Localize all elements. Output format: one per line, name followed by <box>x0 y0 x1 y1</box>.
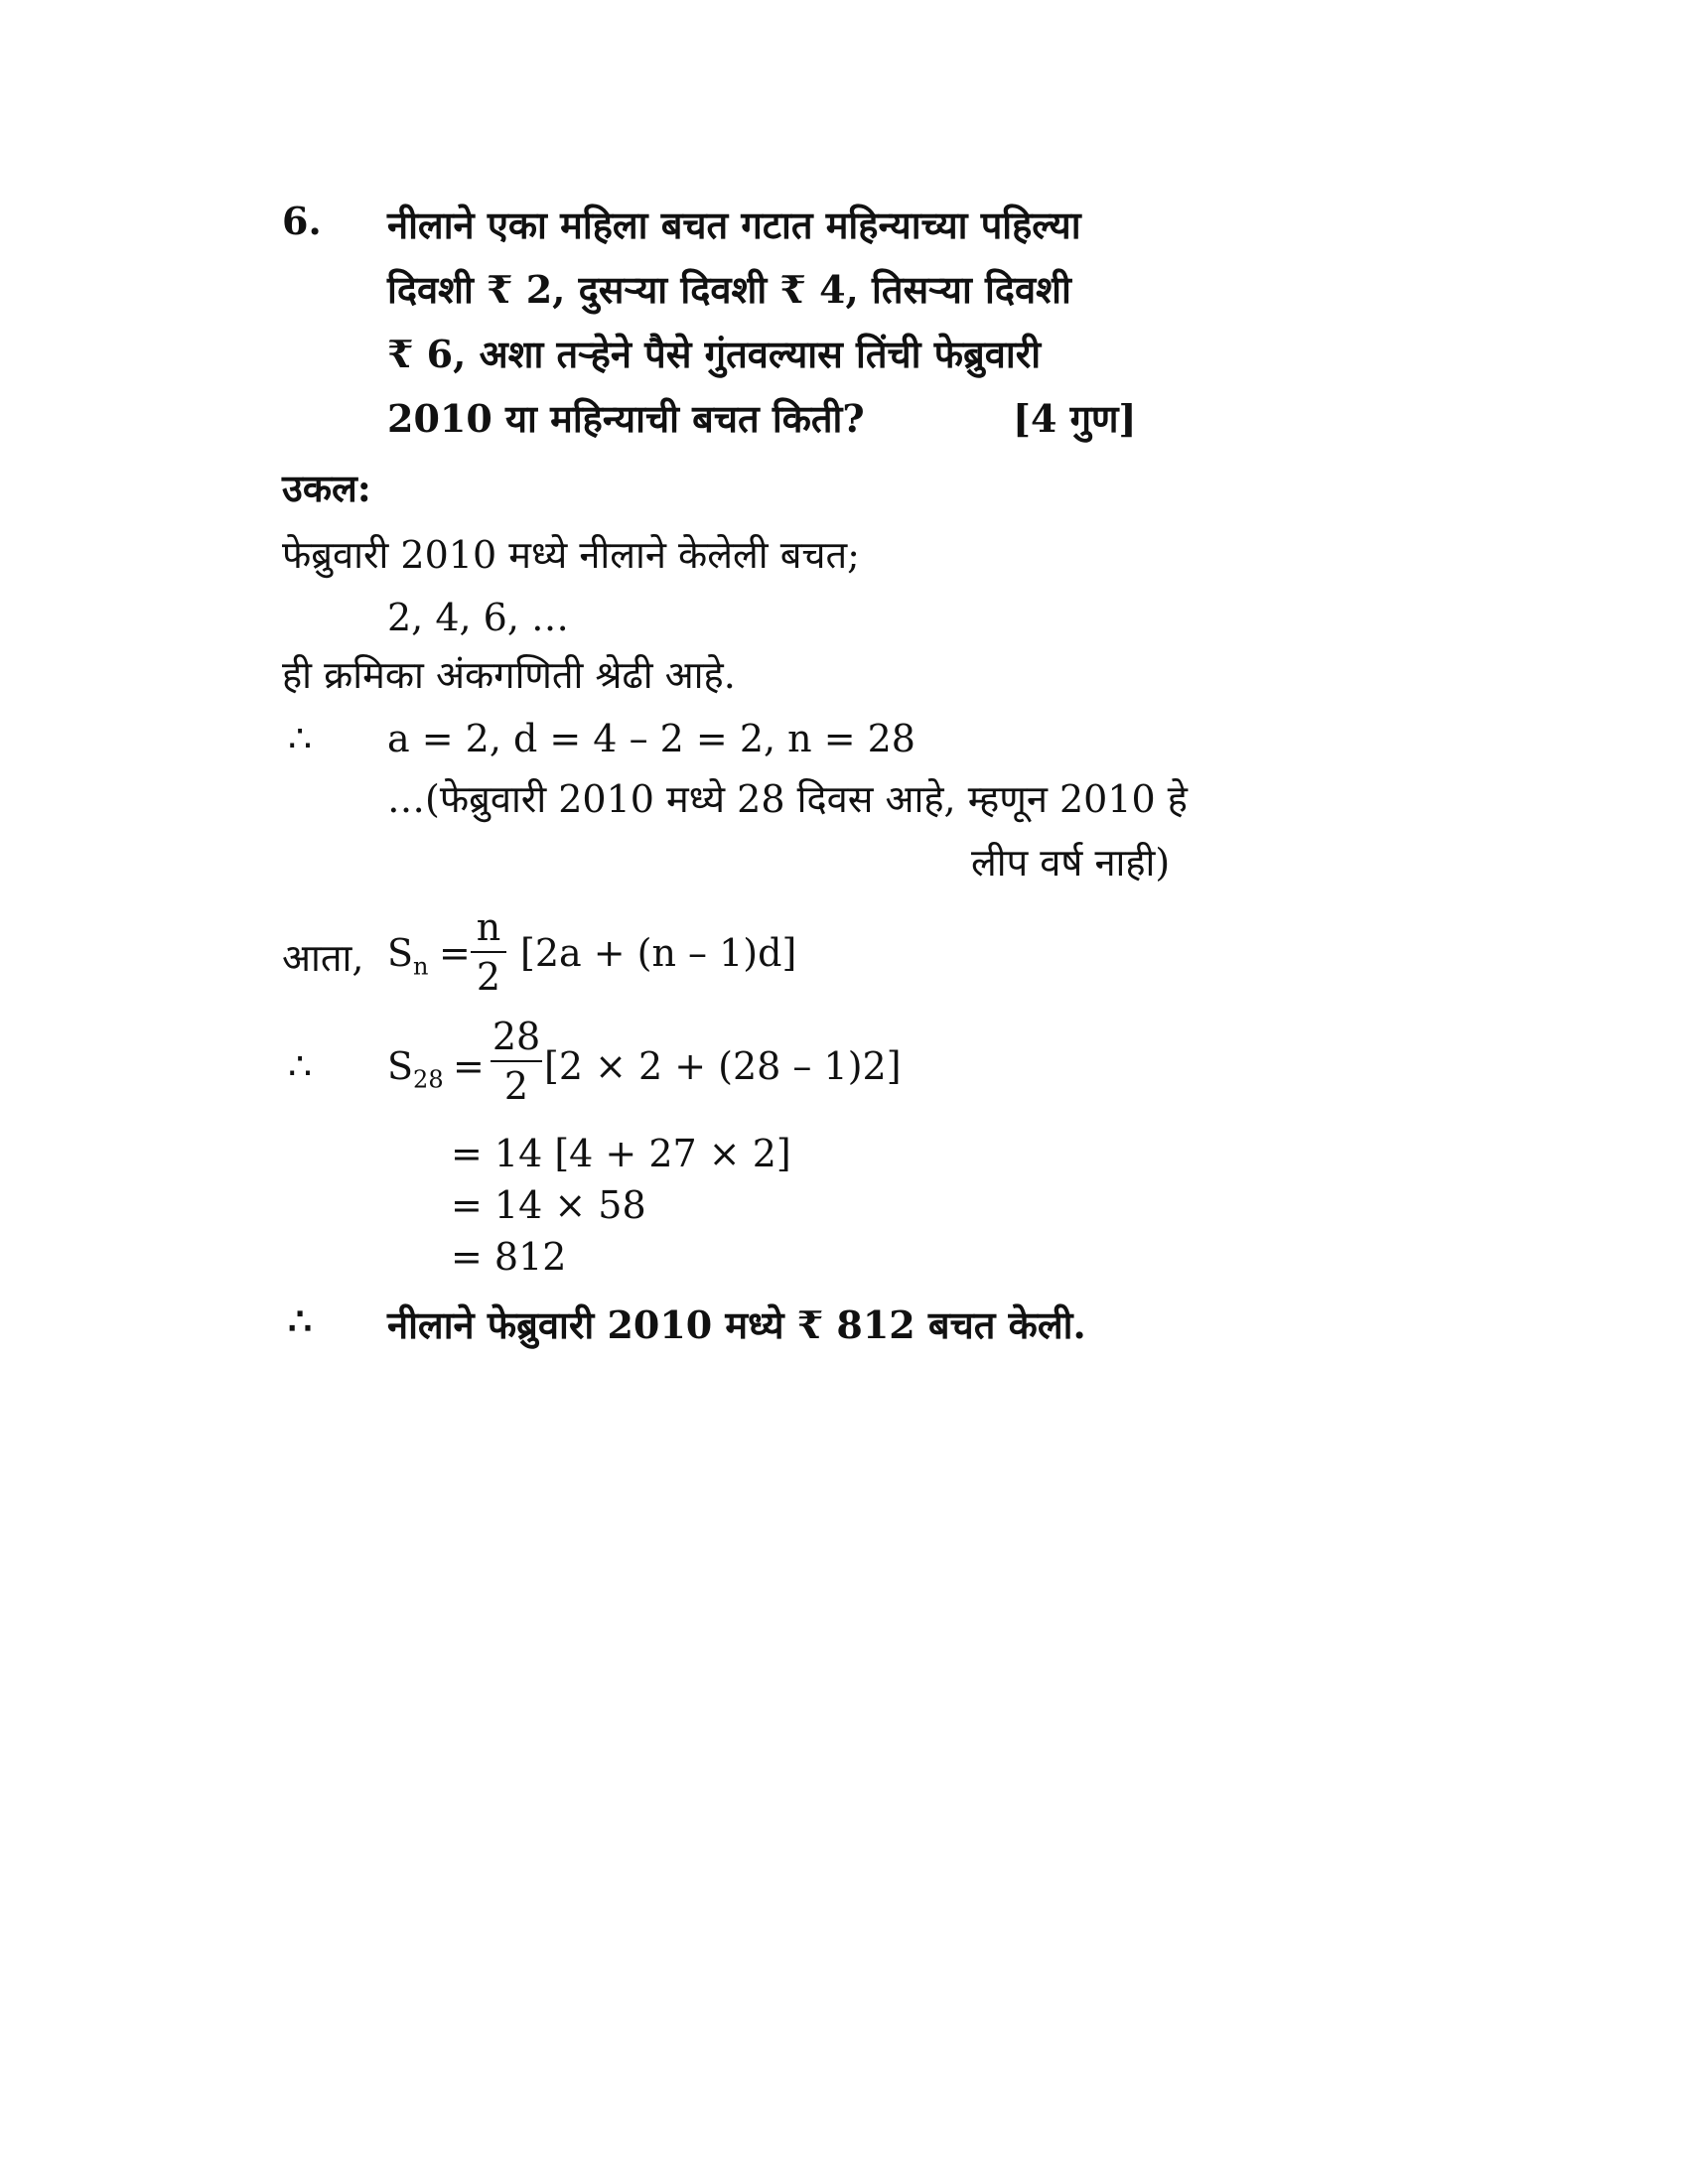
calc-step-2: = 14 × 58 <box>451 1183 646 1227</box>
formula-equals: = <box>439 931 471 975</box>
fraction-denominator: 2 <box>476 955 501 999</box>
leap-year-note-1: …(फेब्रुवारी 2010 मध्ये 28 दिवस आहे, म्हणून 2010 हे <box>387 777 1188 821</box>
calc-rhs: [2 × 2 + (28 – 1)2] <box>544 1044 902 1088</box>
therefore-symbol: ∴ <box>288 717 313 760</box>
question-line-2: दिवशी ₹ 2, दुसऱ्या दिवशी ₹ 4, तिसऱ्या दिवशी <box>387 267 1071 312</box>
formula-rhs: [2a + (n – 1)d] <box>520 931 797 975</box>
fraction-numerator: n <box>476 905 501 949</box>
values-line: a = 2, d = 4 – 2 = 2, n = 28 <box>387 717 915 760</box>
question-number: 6. <box>282 199 322 243</box>
calc-equals: = <box>453 1044 485 1088</box>
formula-prefix: आता, <box>282 936 364 980</box>
question-marks: [4 गुण] <box>1013 396 1137 441</box>
question-line-4: 2010 या महिन्याची बचत किती? <box>387 396 865 441</box>
therefore-symbol-3: ∴ <box>288 1298 313 1343</box>
formula-lhs <box>387 931 429 981</box>
sequence: 2, 4, 6, … <box>387 596 570 639</box>
calc-lhs <box>387 1044 444 1094</box>
sum-subscript: n <box>413 952 429 981</box>
calc-step-1: = 14 [4 + 27 × 2] <box>451 1132 791 1175</box>
solution-heading: उकल: <box>282 466 371 510</box>
solution-intro: फेब्रुवारी 2010 मध्ये नीलाने केलेली बचत; <box>282 533 860 577</box>
sum-symbol: S <box>387 931 414 975</box>
formula-fraction <box>471 905 506 999</box>
calc-denominator: 2 <box>503 1064 529 1108</box>
therefore-symbol-2: ∴ <box>288 1044 313 1088</box>
fraction-bar <box>471 951 506 953</box>
conclusion: नीलाने फेब्रुवारी 2010 मध्ये ₹ 812 बचत केली. <box>387 1302 1086 1347</box>
calc-step-3: = 812 <box>451 1235 567 1279</box>
calc-sum-symbol: S <box>387 1044 414 1088</box>
question-line-3: ₹ 6, अशा तऱ्हेने पैसे गुंतवल्यास तिंची फेब्रुवारी <box>387 332 1042 376</box>
sequence-statement: ही क्रमिका अंकगणिती श्रेढी आहे. <box>282 653 736 697</box>
calc-sum-subscript: 28 <box>413 1065 444 1094</box>
calc-numerator: 28 <box>492 1015 541 1058</box>
calc-fraction-bar <box>491 1060 542 1062</box>
question-line-1: नीलाने एका महिला बचत गटात महिन्याच्या पहिल्या <box>387 203 1081 247</box>
calc-fraction <box>491 1015 542 1108</box>
leap-year-note-2: लीप वर्ष नाही) <box>971 841 1171 885</box>
